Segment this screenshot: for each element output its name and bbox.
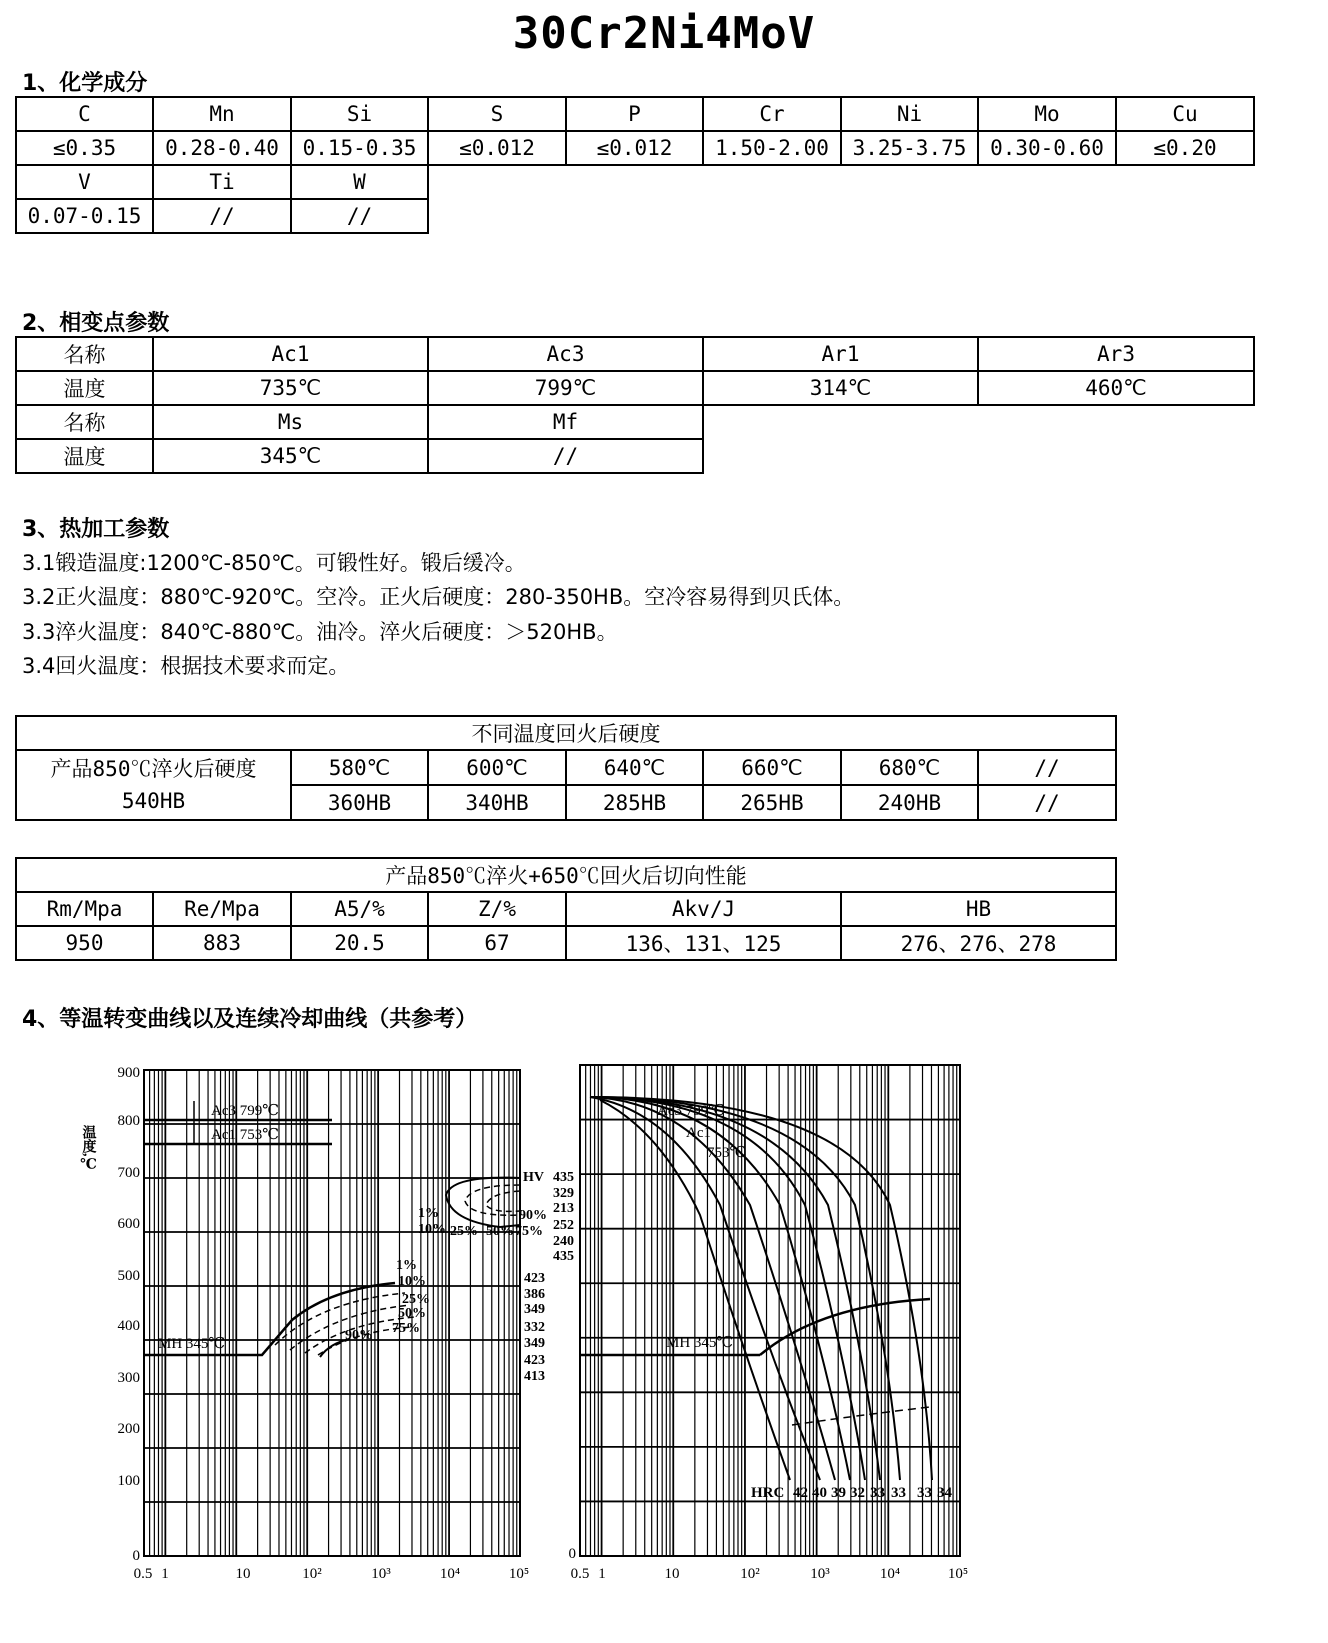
element-value: 0.07-0.15 xyxy=(16,199,153,233)
element-name: C xyxy=(16,97,153,131)
element-value: 0.30-0.60 xyxy=(978,131,1116,165)
ttt-ytick: 900 xyxy=(117,1065,140,1081)
temper-hardness: 360HB xyxy=(291,785,428,820)
ttt-upper-pct: 10% xyxy=(418,1222,446,1237)
ttt-lower-hv: 413 xyxy=(524,1369,545,1384)
tempering-table-header: 不同温度回火后硬度 xyxy=(16,716,1116,750)
temp-label: 温度 xyxy=(16,371,153,405)
ttt-lower-pct: 90% xyxy=(345,1328,373,1343)
ttt-lower-pct: 10% xyxy=(398,1274,426,1289)
ttt-ytick: 500 xyxy=(117,1268,140,1284)
temper-hardness: 285HB xyxy=(566,785,703,820)
ttt-ytick: 300 xyxy=(117,1370,140,1386)
element-name: P xyxy=(566,97,703,131)
name-label: 名称 xyxy=(16,405,153,439)
property-name: Akv/J xyxy=(566,892,841,926)
element-name: Cr xyxy=(703,97,841,131)
point-temp: 345℃ xyxy=(153,439,428,473)
ttt-ms-label: MH 345℃ xyxy=(158,1336,226,1352)
ttt-upper-hv: 435 xyxy=(553,1249,574,1264)
temper-temp: 600℃ xyxy=(428,750,566,785)
point-temp: 735℃ xyxy=(153,371,428,405)
cct-xtick: 10⁵ xyxy=(947,1566,969,1582)
ttt-upper-hv: 435 xyxy=(553,1170,574,1185)
property-value: 136、131、125 xyxy=(566,926,841,960)
element-name: Mn xyxy=(153,97,291,131)
cct-ac3-label: Ac3 799℃ xyxy=(657,1103,726,1119)
ttt-xtick: 0.5 xyxy=(133,1566,153,1582)
section-4-heading: 4、等温转变曲线以及连续冷却曲线（共参考） xyxy=(22,1007,478,1032)
ttt-lower-pct: 75% xyxy=(392,1321,420,1336)
ttt-ac1-label: Ac1 753℃ xyxy=(211,1127,280,1143)
ttt-upper-hv: 240 xyxy=(553,1234,574,1249)
tempering-hardness-table xyxy=(15,715,1117,821)
property-value: 67 xyxy=(428,926,566,960)
temper-hardness: // xyxy=(978,785,1116,820)
ttt-ytick: 600 xyxy=(117,1216,140,1232)
property-value: 883 xyxy=(153,926,291,960)
ttt-xtick: 10² xyxy=(302,1566,322,1582)
point-temp: 799℃ xyxy=(428,371,703,405)
cct-hrc-value: 33 xyxy=(917,1485,932,1501)
cct-hrc-value: 32 xyxy=(850,1485,865,1501)
element-value: ≤0.20 xyxy=(1116,131,1254,165)
element-value: // xyxy=(153,199,291,233)
ttt-ylabel: 温度,℃ xyxy=(80,1125,96,1173)
cct-ac1-label: Ac1 xyxy=(686,1125,711,1141)
element-value: 3.25-3.75 xyxy=(841,131,978,165)
point-name: Mf xyxy=(428,405,703,439)
ttt-lower-hv: 423 xyxy=(524,1353,545,1368)
ttt-ytick: 100 xyxy=(117,1473,140,1489)
section-1-heading: 1、化学成分 xyxy=(22,71,148,96)
cct-xtick: 10² xyxy=(740,1566,760,1582)
property-name: A5/% xyxy=(291,892,428,926)
ttt-lower-hv: 423 xyxy=(524,1271,545,1286)
cct-hrc-value: 39 xyxy=(831,1485,846,1501)
point-name: Ar3 xyxy=(978,337,1254,371)
ttt-ytick: 0 xyxy=(132,1548,140,1564)
point-name: Ar1 xyxy=(703,337,978,371)
element-value: 0.28-0.40 xyxy=(153,131,291,165)
ttt-lower-hv: 386 xyxy=(524,1287,545,1302)
element-name: Cu xyxy=(1116,97,1254,131)
ttt-hv-label: HV xyxy=(523,1170,544,1185)
point-name: Ac3 xyxy=(428,337,703,371)
element-name: Ni xyxy=(841,97,978,131)
cct-ms-label: MH 345℃ xyxy=(666,1335,734,1351)
cct-ytick: 0 xyxy=(568,1546,576,1562)
cct-grid xyxy=(580,1065,960,1556)
section-2-heading: 2、相变点参数 xyxy=(22,311,170,336)
property-name: Z/% xyxy=(428,892,566,926)
temper-hardness: 340HB xyxy=(428,785,566,820)
property-name: Rm/Mpa xyxy=(16,892,153,926)
section-3-heading: 3、热加工参数 xyxy=(22,517,170,542)
quench-hardness-cell xyxy=(16,750,291,820)
process-line: 3.2正火温度：880℃-920℃。空冷。正火后硬度：280-350HB。空冷容易得到贝氏体。 xyxy=(22,585,855,609)
process-line: 3.1锻造温度:1200℃-850℃。可锻性好。锻后缓冷。 xyxy=(22,551,526,575)
cct-hrc-value: 33 xyxy=(870,1485,885,1501)
process-line: 3.3淬火温度：840℃-880℃。油冷。淬火后硬度：＞520HB。 xyxy=(22,620,618,644)
ttt-upper-curve xyxy=(486,1191,520,1211)
page-title: 30Cr2Ni4MoV xyxy=(512,8,816,59)
cct-hrc-value: 33 xyxy=(891,1485,906,1501)
point-name: Ms xyxy=(153,405,428,439)
temper-hardness: 240HB xyxy=(841,785,978,820)
point-name: Ac1 xyxy=(153,337,428,371)
temp-label: 温度 xyxy=(16,439,153,473)
temper-hardness: 265HB xyxy=(703,785,841,820)
properties-table-header: 产品850℃淬火+650℃回火后切向性能 xyxy=(16,858,1116,892)
ttt-lower-pct: 50% xyxy=(398,1306,426,1321)
element-name: V xyxy=(16,165,153,199)
temper-temp: 640℃ xyxy=(566,750,703,785)
cct-xtick: 10 xyxy=(664,1566,680,1582)
cct-xtick: 0.5 xyxy=(570,1566,590,1582)
cct-hrc-label: HRC xyxy=(751,1485,785,1501)
ttt-lower-pct: 25% xyxy=(402,1292,430,1307)
ttt-upper-pct: 75% xyxy=(515,1224,543,1239)
property-value: 276、276、278 xyxy=(841,926,1116,960)
cct-hrc-value: 34 xyxy=(937,1485,952,1501)
ttt-upper-pct: 90% xyxy=(519,1208,547,1223)
element-value: ≤0.012 xyxy=(566,131,703,165)
element-value: 1.50-2.00 xyxy=(703,131,841,165)
cct-xtick: 10³ xyxy=(810,1566,830,1582)
element-name: Mo xyxy=(978,97,1116,131)
ttt-upper-hv: 329 xyxy=(553,1186,574,1201)
property-name: HB xyxy=(841,892,1116,926)
ttt-upper-pct: 25% xyxy=(450,1224,478,1239)
ttt-lower-pct: 1% xyxy=(396,1258,417,1273)
point-temp: 314℃ xyxy=(703,371,978,405)
ttt-upper-pct: 1% xyxy=(418,1206,439,1221)
ttt-diagram xyxy=(0,1055,590,1643)
name-label: 名称 xyxy=(16,337,153,371)
ttt-ac3-label: Ac3 799℃ xyxy=(211,1103,280,1119)
ttt-ytick: 400 xyxy=(117,1318,140,1334)
cct-xtick: 10⁴ xyxy=(879,1566,901,1582)
element-value: 0.15-0.35 xyxy=(291,131,428,165)
property-value: 950 xyxy=(16,926,153,960)
ttt-upper-hv: 252 xyxy=(553,1218,574,1233)
ttt-xtick: 10⁴ xyxy=(439,1566,461,1582)
cct-ac1-temp: 753℃ xyxy=(707,1145,747,1161)
cct-bainite-curve xyxy=(760,1299,930,1355)
point-temp: // xyxy=(428,439,703,473)
ttt-upper-hv: 213 xyxy=(553,1201,574,1216)
chemical-composition-table xyxy=(15,96,1255,234)
quench-hardness-label: 产品850℃淬火后硬度 xyxy=(50,757,257,781)
element-name: Si xyxy=(291,97,428,131)
ttt-lower-hv: 332 xyxy=(524,1320,545,1335)
cct-frame xyxy=(580,1065,960,1556)
element-value: ≤0.012 xyxy=(428,131,566,165)
element-name: Ti xyxy=(153,165,291,199)
element-name: W xyxy=(291,165,428,199)
ttt-upper-curve xyxy=(465,1185,520,1215)
ttt-xtick: 10³ xyxy=(371,1566,391,1582)
property-name: Re/Mpa xyxy=(153,892,291,926)
ttt-ytick: 800 xyxy=(117,1113,140,1129)
mechanical-properties-table xyxy=(15,857,1117,961)
cct-xtick: 1 xyxy=(598,1566,606,1582)
ttt-xtick: 10⁵ xyxy=(508,1566,530,1582)
temper-temp: 680℃ xyxy=(841,750,978,785)
quench-hardness-value: 540HB xyxy=(121,789,186,813)
ttt-lower-hv: 349 xyxy=(524,1336,545,1351)
temper-temp: // xyxy=(978,750,1116,785)
cct-diagram xyxy=(560,1055,980,1643)
transformation-points-table xyxy=(15,336,1255,474)
ttt-upper-pct: 50% xyxy=(486,1224,514,1239)
temper-temp: 580℃ xyxy=(291,750,428,785)
temper-temp: 660℃ xyxy=(703,750,841,785)
cct-cooling-curve xyxy=(590,1097,820,1480)
ttt-xtick: 1 xyxy=(161,1566,169,1582)
ttt-xtick: 10 xyxy=(235,1566,251,1582)
element-value: ≤0.35 xyxy=(16,131,153,165)
ttt-ytick: 700 xyxy=(117,1165,140,1181)
cct-cooling-curve xyxy=(590,1097,932,1480)
cct-hrc-value: 40 xyxy=(812,1485,827,1501)
cct-hrc-value: 42 xyxy=(793,1485,808,1501)
ttt-ytick: 200 xyxy=(117,1421,140,1437)
element-name: S xyxy=(428,97,566,131)
element-value: // xyxy=(291,199,428,233)
property-value: 20.5 xyxy=(291,926,428,960)
ttt-lower-hv: 349 xyxy=(524,1302,545,1317)
process-line: 3.4回火温度：根据技术要求而定。 xyxy=(22,654,350,678)
point-temp: 460℃ xyxy=(978,371,1254,405)
